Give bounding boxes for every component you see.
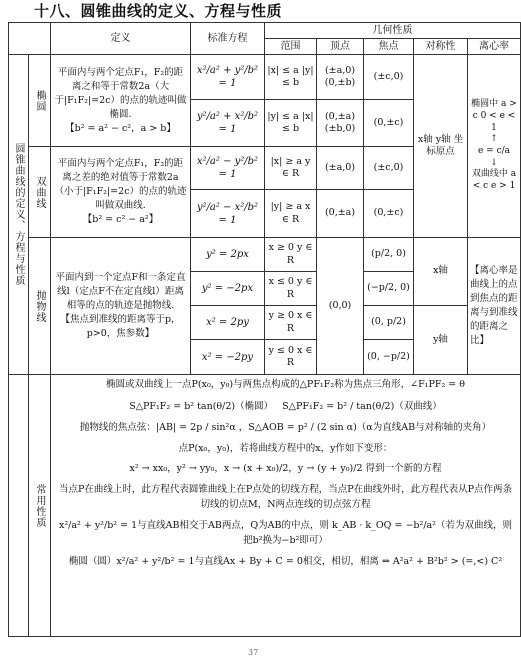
section-label-cell: [9, 55, 29, 375]
range-header: 范围: [265, 39, 317, 55]
parabola-definition-cell: [51, 238, 191, 375]
geom-props-header: 几何性质: [265, 23, 521, 39]
parabola-focus3: (0, p/2): [364, 306, 414, 340]
focus-header: 焦点: [364, 39, 414, 55]
ecc-up-arrow: ↑: [490, 134, 498, 145]
parabola-sym1: x轴: [414, 238, 468, 306]
eccentricity-cell: [468, 55, 521, 238]
hyperbola-range2: |y| ≥ a x ∈ R: [265, 190, 317, 238]
symmetry-header: 对称性: [414, 39, 468, 55]
parabola-range3: y ≥ 0 x ∈ R: [265, 306, 317, 340]
corner-cell: [9, 23, 51, 55]
common-label-cell: [29, 375, 51, 637]
page-title: 十八、圆锥曲线的定义、方程与性质: [34, 2, 283, 20]
definition-header: 定义: [51, 23, 191, 55]
hyperbola-relation: 【b² = c² − a²】: [82, 214, 159, 225]
hyperbola-label: 双曲线: [34, 175, 45, 209]
ecc-formula: e = c/a: [477, 146, 511, 156]
hyperbola-definition-cell: [51, 147, 191, 238]
common-line-1: 椭圆或双曲线上一点P(x₀，y₀)与两焦点构成的△PF₁F₂称为焦点三角形，∠F₁PF₂ = θ: [105, 379, 465, 390]
common-properties: [51, 375, 521, 637]
parabola-definition: 平面内到一个定点F和一条定直线l（定点F不在定直线l）距离相等的点的轨迹是抛物线.: [55, 272, 186, 311]
ellipse-focus1: (±c,0): [364, 55, 414, 100]
hyperbola-vertex1: (±a,0): [317, 147, 364, 190]
parabola-focus4: (0, −p/2): [364, 340, 414, 375]
common-line-6: 当点P在曲线上时，此方程代表圆锥曲线上在P点处的切线方程，当点P在曲线外时，此方程代表从P点作两条切线的切点M，N两点连线的切点弦方程: [58, 483, 513, 510]
ellipse-eq1: x²/a² + y²/b² = 1: [191, 55, 265, 100]
hyperbola-eq1: x²/a² − y²/b² = 1: [191, 147, 265, 190]
hyperbola-vertex2: (0,±a): [317, 190, 364, 238]
parabola-range4: y ≤ 0 x ∈ R: [265, 340, 317, 375]
ecc-hyperbola: 双曲线中 a < c e > 1: [471, 169, 517, 192]
common-line-2a: S△PF₁F₂ = b² tan(θ/2)（椭圆）: [129, 400, 274, 412]
hyperbola-focus1: (±c,0): [364, 147, 414, 190]
common-label: 常用性质: [34, 483, 45, 528]
parabola-note: 【焦点到准线的距离等于p，p>0，焦参数】: [60, 314, 181, 339]
hyperbola-definition: 平面内与两个定点F₁，F₂的距离之差的绝对值等于常数2a（小于|F₁F₂|=2c）的点的轨迹叫做双曲线.: [54, 158, 187, 211]
hyperbola-label-cell: [29, 147, 51, 238]
hyperbola-eq2: y²/a² − x²/b² = 1: [191, 190, 265, 238]
common-line-4: 点P(x₀，y₀)，若将曲线方程中的x，y作如下变形：: [178, 442, 393, 454]
common-line-3: 抛物线的焦点弦：|AB| = 2p / sin²α ，S△AOB = p² / (2 sin α)（α为直线AB与对称轴的夹角）: [79, 422, 492, 433]
page-number: 37: [248, 648, 259, 657]
common-line-8: 椭圆（圆）x²/a² + y²/b² = 1与直线Ax + By + C = 0相交，相切，相离 ⇔ A²a² + B²b² > (=,<) C²: [68, 555, 503, 567]
parabola-eq4: x² = −2py: [191, 340, 265, 375]
eccentricity-header: 离心率: [468, 39, 521, 55]
ellipse-relation: 【b² = a² − c²，a > b】: [65, 122, 176, 134]
parabola-label: 抛物线: [34, 289, 45, 323]
parabola-vertex: (0,0): [317, 238, 364, 375]
common-line-5: x² → xx₀，y² → yy₀，x → (x + x₀)/2，y → (y + y₀)/2 得到一个新的方程: [129, 463, 442, 474]
common-line-2: [56, 399, 515, 415]
common-line-7: x²/a² + y²/b² = 1与直线AB相交于AB两点，Q为AB的中点，则 k_AB · k_OQ = −b²/a²（若为双曲线，则把b²换为−b²即可）: [59, 519, 512, 546]
ecc-down-arrow: ↓: [490, 157, 498, 168]
ellipse-label-cell: [29, 55, 51, 147]
parabola-eq2: y² = −2px: [191, 272, 265, 306]
common-left-blank: [9, 375, 29, 637]
parabola-focus2: (−p/2, 0): [364, 272, 414, 306]
ellipse-range1: |x| ≤ a |y| ≤ b: [265, 55, 317, 100]
parabola-focus1: (p/2, 0): [364, 238, 414, 272]
parabola-ecc: 【离心率是曲线上的点到焦点的距离与到准线的距离之比】: [468, 238, 521, 375]
parabola-range1: x ≥ 0 y ∈ R: [265, 238, 317, 272]
ellipse-focus2: (0,±c): [364, 100, 414, 147]
ellipse-vertex2: (0,±a) (±b,0): [317, 100, 364, 147]
conic-table: [8, 22, 521, 637]
hyperbola-focus2: (0,±c): [364, 190, 414, 238]
ellipse-label: 椭圆: [34, 89, 45, 112]
section-label: 圆锥曲线的定义、方程与性质: [13, 143, 24, 286]
ecc-ellipse: 椭圆中 a > c 0 < e < 1: [471, 99, 517, 133]
parabola-sym2: y轴: [414, 306, 468, 375]
ellipse-definition: 平面内与两个定点F₁，F₂的距离之和等于常数2a（大于|F₁F₂|=2c）的点的轨迹叫做椭圆.: [54, 66, 187, 120]
ellipse-range2: |y| ≤ a |x| ≤ b: [265, 100, 317, 147]
hyperbola-range1: |x| ≥ a y ∈ R: [265, 147, 317, 190]
conic-symmetry: x轴 y轴 坐标原点: [414, 55, 468, 238]
parabola-range2: x ≤ 0 y ∈ R: [265, 272, 317, 306]
standard-eq-header: 标准方程: [191, 23, 265, 55]
vertex-header: 顶点: [317, 39, 364, 55]
common-line-2b: S△PF₁F₂ = b² / tan(θ/2)（双曲线）: [282, 400, 442, 412]
ellipse-vertex1: (±a,0) (0,±b): [317, 55, 364, 100]
ellipse-eq2: y²/a² + x²/b² = 1: [191, 100, 265, 147]
ellipse-definition-cell: [51, 55, 191, 147]
parabola-eq3: x² = 2py: [191, 306, 265, 340]
parabola-eq1: y² = 2px: [191, 238, 265, 272]
parabola-label-cell: [29, 238, 51, 375]
